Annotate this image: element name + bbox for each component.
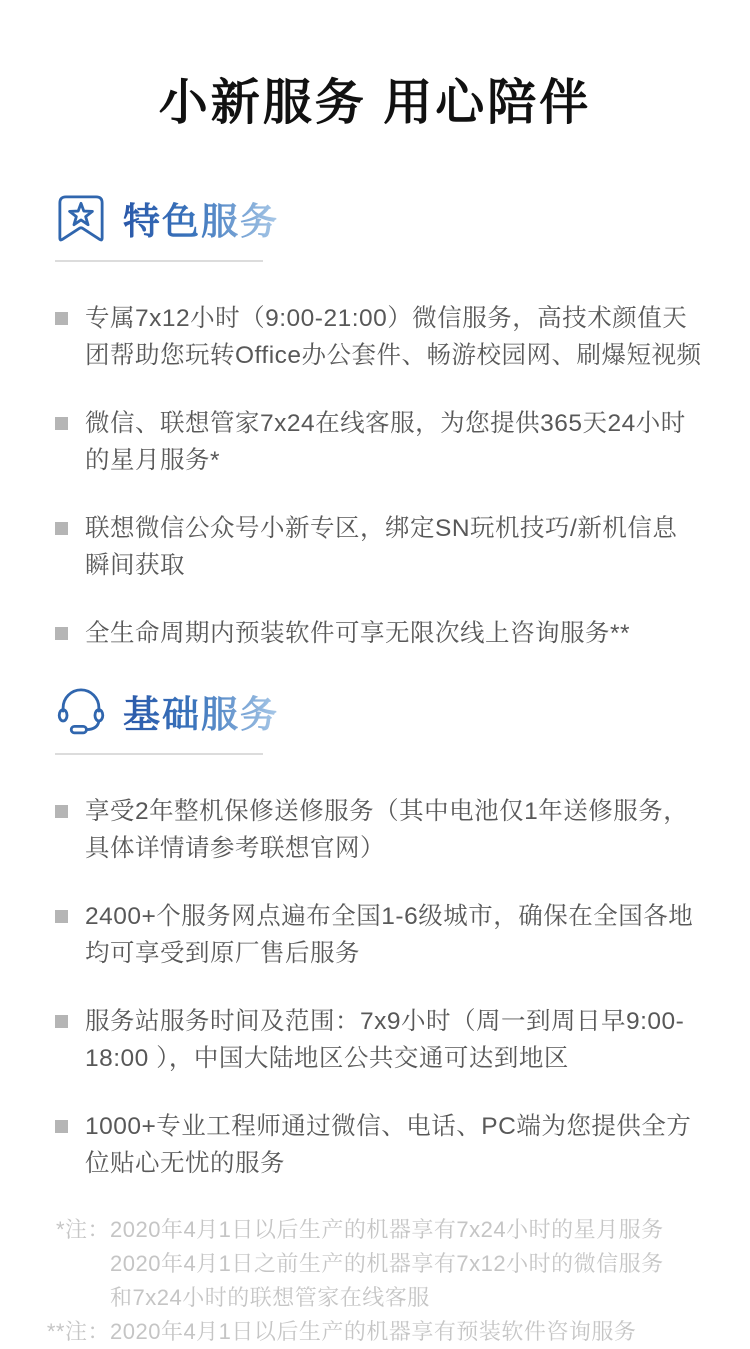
- square-bullet-icon: [55, 1015, 68, 1028]
- featured-service-list: [55, 300, 702, 652]
- square-bullet-icon: [55, 910, 68, 923]
- list-item: [55, 510, 702, 584]
- footnote-line: [40, 1247, 750, 1281]
- section-header: [55, 683, 702, 739]
- section-header: [55, 190, 702, 246]
- square-bullet-icon: [55, 1120, 68, 1133]
- section-title: 特色服务: [123, 191, 279, 245]
- square-bullet-icon: [55, 805, 68, 818]
- square-bullet-icon: [55, 627, 68, 640]
- list-item-text: 联想微信公众号小新专区，绑定SN玩机技巧/新机信息瞬间获取: [85, 515, 678, 579]
- footnote-marker: [40, 1281, 110, 1315]
- section-divider: [55, 260, 263, 262]
- footnote-text: 2020年4月1日以后生产的机器享有7x24小时的星月服务: [110, 1217, 664, 1242]
- footnote-text: 2020年4月1日之前生产的机器享有7x12小时的微信服务: [110, 1251, 664, 1276]
- section-divider: [55, 753, 263, 755]
- list-item-text: 1000+专业工程师通过微信、电话、PC端为您提供全方位贴心无忧的服务: [85, 1113, 692, 1177]
- section-title: 基础服务: [123, 684, 279, 738]
- list-item: [55, 405, 702, 479]
- list-item: [55, 1003, 702, 1077]
- page-title: 小新服务 用心陪伴: [158, 76, 592, 130]
- footnote-line: [40, 1281, 750, 1315]
- list-item-text: 服务站服务时间及范围：7x9小时（周一到周日早9:00-18:00 ），中国大陆地区公共交通可达到地区: [85, 1008, 685, 1072]
- section-featured-services: [0, 190, 750, 652]
- bookmark-star-icon: [55, 192, 107, 244]
- footnote-marker: *注：: [55, 1217, 110, 1242]
- list-item-text: 享受2年整机保修送修服务（其中电池仅1年送修服务，具体详情请参考联想官网）: [85, 798, 689, 862]
- headset-icon: [55, 685, 107, 737]
- footnote-text: 和7x24小时的联想管家在线客服: [110, 1285, 430, 1310]
- list-item: [55, 300, 702, 374]
- footnote-marker: [40, 1247, 110, 1281]
- section-basic-services: [0, 683, 750, 1182]
- square-bullet-icon: [55, 522, 68, 535]
- footnote-line: [40, 1315, 750, 1349]
- list-item-text: 全生命周期内预装软件可享无限次线上咨询服务**: [85, 620, 631, 647]
- square-bullet-icon: [55, 312, 68, 325]
- list-item: [55, 615, 702, 652]
- list-item: [55, 1108, 702, 1182]
- footnote-line: [40, 1213, 750, 1247]
- footnote-text: 2020年4月1日以后生产的机器享有预装软件咨询服务: [110, 1319, 637, 1344]
- footnote-marker: **注：: [46, 1319, 110, 1344]
- basic-service-list: [55, 793, 702, 1182]
- square-bullet-icon: [55, 417, 68, 430]
- list-item-text: 微信、联想管家7x24在线客服，为您提供365天24小时的星月服务*: [85, 410, 686, 474]
- list-item-text: 2400+个服务网点遍布全国1-6级城市，确保在全国各地均可享受到原厂售后服务: [85, 903, 694, 967]
- list-item-text: 专属7x12小时（9:00-21:00）微信服务，高技术颜值天团帮助您玩转Office办公套件、畅游校园网、刷爆短视频: [85, 305, 702, 369]
- list-item: [55, 793, 702, 867]
- list-item: [55, 898, 702, 972]
